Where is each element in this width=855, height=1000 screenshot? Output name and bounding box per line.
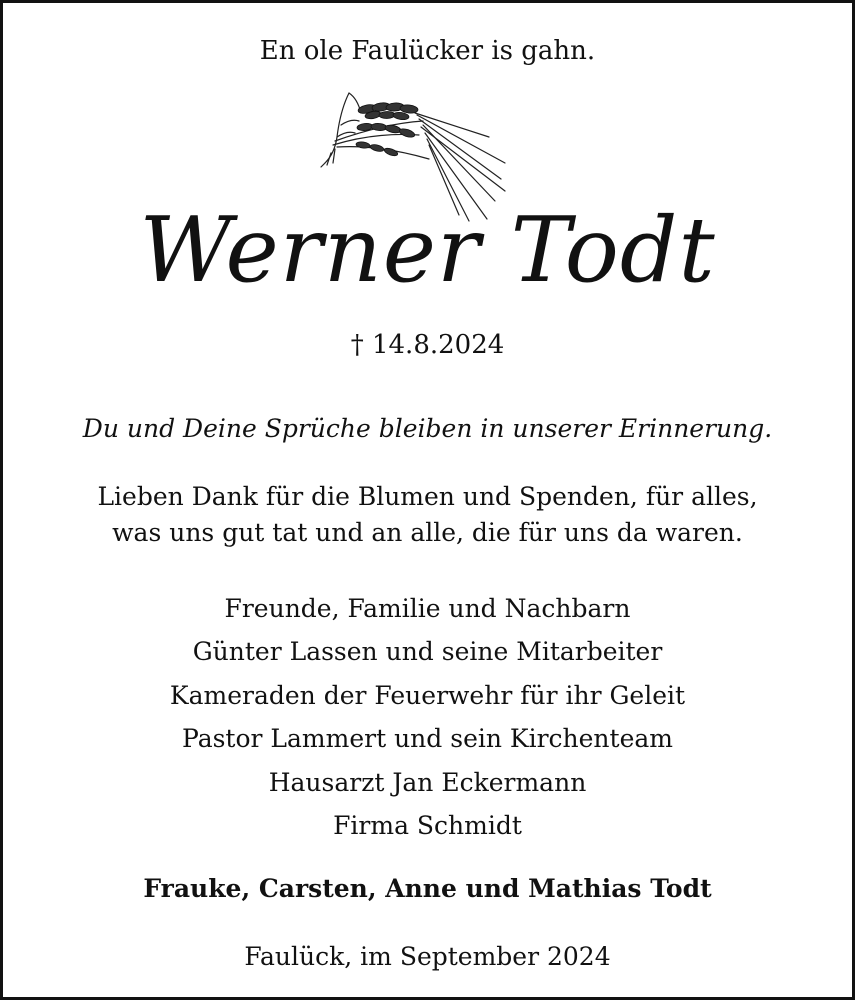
- deceased-name: Werner Todt: [139, 198, 716, 303]
- list-item: Freunde, Familie und Nachbarn: [224, 594, 631, 623]
- thanks-line-1: Lieben Dank für die Blumen und Spenden, für alles,: [97, 482, 758, 511]
- place-and-date: Faulück, im September 2024: [244, 942, 611, 971]
- list-item: Firma Schmidt: [333, 811, 522, 841]
- list-item: Günter Lassen und seine Mitarbeiter: [192, 637, 663, 667]
- death-date-line: [3, 327, 852, 363]
- acknowledgement-list: [3, 587, 852, 847]
- intro-line: En ole Faulücker is gahn.: [259, 36, 596, 66]
- list-item: Pastor Lammert und sein Kirchenteam: [182, 724, 673, 754]
- family-signature: Frauke, Carsten, Anne und Mathias Todt: [143, 874, 712, 903]
- list-item: Hausarzt Jan Eckermann: [268, 767, 587, 797]
- thanks-line-2: was uns gut tat und an alle, die für uns da waren.: [112, 518, 743, 547]
- cross-symbol: †: [350, 330, 364, 360]
- list-item: Kameraden der Feuerwehr für ihr Geleit: [169, 680, 686, 710]
- thanks-paragraph: [3, 479, 852, 551]
- memorial-quote: Du und Deine Sprüche bleiben in unserer Erinnerung.: [82, 414, 773, 443]
- death-date: 14.8.2024: [371, 330, 505, 360]
